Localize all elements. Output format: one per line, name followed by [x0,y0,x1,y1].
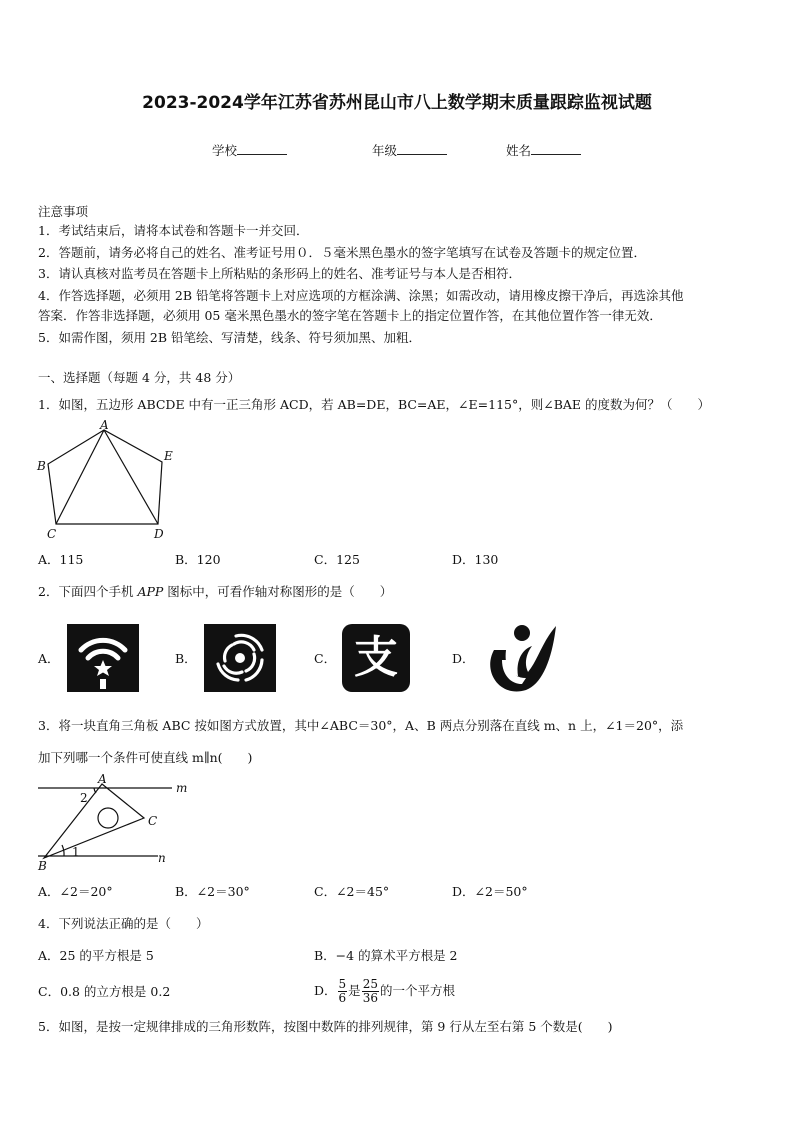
q1-label-e: E [164,449,173,463]
q4-option-a: A．25 的平方根是 5 [38,948,154,963]
q1-label-c: C [47,527,57,541]
q4-option-d-prefix: D． [314,983,337,998]
q1-option-a: A．115 [38,552,84,567]
alipay-glyph: 支 [354,632,398,683]
q2-option-c: C． [314,651,337,666]
q3-stem-line2: 加下列哪一个条件可使直线 m∥n( ) [38,750,253,765]
q3-option-c: C．∠2＝45° [314,884,390,899]
q2-option-b: B． [175,651,197,666]
name-field [506,142,581,159]
grade-field [372,142,447,159]
alipay-icon [342,624,410,692]
q1-option-d: D．130 [452,552,499,567]
q2-stem-pre: 2．下面四个手机 [38,584,138,599]
notice-item: 答案．作答非选择题，必须用 05 毫米黑色墨水的签字笔在答题卡上的指定位置作答，在其他位置作答一律无效． [38,308,662,323]
q1-label-b: B [37,459,46,473]
notice-item: 5．如需作图，须用 2B 铅笔绘、写清楚，线条、符号须加黑、加粗． [38,330,422,345]
notice-item: 4．作答选择题，必须用 2B 铅笔将答题卡上对应选项的方框涂满、涂黑；如需改动，请用橡皮擦干净后，再选涂其他 [38,288,684,303]
school-field [212,142,287,159]
name-blank [531,142,581,155]
q1-stem: 1．如图，五边形 ABCDE 中有一正三角形 ACD，若 AB=DE，BC=AE，∠E=115°，则∠BAE 的度数为何？（ ） [38,397,711,412]
wifi-star-icon [67,624,139,692]
q3-angle-1: 1 [72,845,80,859]
q4-option-b: B．−4 的算术平方根是 2 [314,948,458,963]
figure-icon [482,620,558,698]
page-title: 2023-2024学年江苏省苏州昆山市八上数学期末质量跟踪监视试题 [142,93,652,113]
notice-heading: 注意事项 [38,204,89,219]
q3-option-b: B．∠2＝30° [175,884,250,899]
q2-option-d: D． [452,651,475,666]
notice-item: 3．请认真核对监考员在答题卡上所粘贴的条形码上的姓名、准考证号与本人是否相符． [38,266,521,281]
name-label: 姓名 [506,143,532,158]
fraction-numerator: 25 [362,977,378,991]
q4-option-d-mid: 是 [348,983,361,998]
fraction-denominator: 6 [338,991,347,1005]
fraction-five-sixths [338,978,348,1005]
q2-stem [38,584,392,600]
grade-blank [397,142,447,155]
fraction-denominator: 36 [362,991,378,1005]
q3-option-a: A．∠2＝20° [38,884,113,899]
swirl-icon [204,624,276,692]
notice-item: 1．考试结束后，请将本试卷和答题卡一并交回． [38,223,309,238]
fraction-25-36 [362,978,379,1005]
section-heading: 一、选择题（每题 4 分，共 48 分） [38,370,241,385]
q4-option-d [314,972,455,1010]
q3-stem-line1: 3．将一块直角三角板 ABC 按如图方式放置，其中∠ABC＝30°，A、B 两点分别落在直线 m、n 上，∠1＝20°，添 [38,718,684,733]
q3-label-m: m [176,781,188,795]
q3-label-c: C [148,814,158,828]
pentagon-figure [34,418,184,542]
q2-option-a: A． [38,651,60,666]
notice-item: 2．答题前，请务必将自己的姓名、准考证号用０．５毫米黑色墨水的签字笔填写在试卷及答题卡的规定位置． [38,245,646,260]
q3-angle-2: 2 [80,791,88,805]
q4-option-c: C．0.8 的立方根是 0.2 [38,984,171,999]
q1-label-a: A [100,418,109,432]
school-blank [237,142,287,155]
q5-stem: 5．如图，是按一定规律排成的三角形数阵，按图中数阵的排列规律，第 9 行从左至右第 5 个数是( ) [38,1019,613,1034]
q1-option-c: C．125 [314,552,360,567]
q3-label-a: A [98,772,107,786]
q4-option-d-suffix: 的一个平方根 [379,983,455,998]
triangle-lines-figure [34,772,194,876]
q2-stem-app: APP [137,584,164,599]
q3-label-n: n [158,851,166,865]
q4-stem: 4．下列说法正确的是（ ） [38,916,209,931]
grade-label: 年级 [372,143,398,158]
fraction-numerator: 5 [338,977,347,991]
q2-stem-post: 图标中，可看作轴对称图形的是（ ） [163,584,393,599]
school-label: 学校 [212,143,238,158]
q3-label-b: B [38,859,47,873]
q1-label-d: D [154,527,164,541]
q3-option-d: D．∠2＝50° [452,884,528,899]
q1-option-b: B．120 [175,552,221,567]
